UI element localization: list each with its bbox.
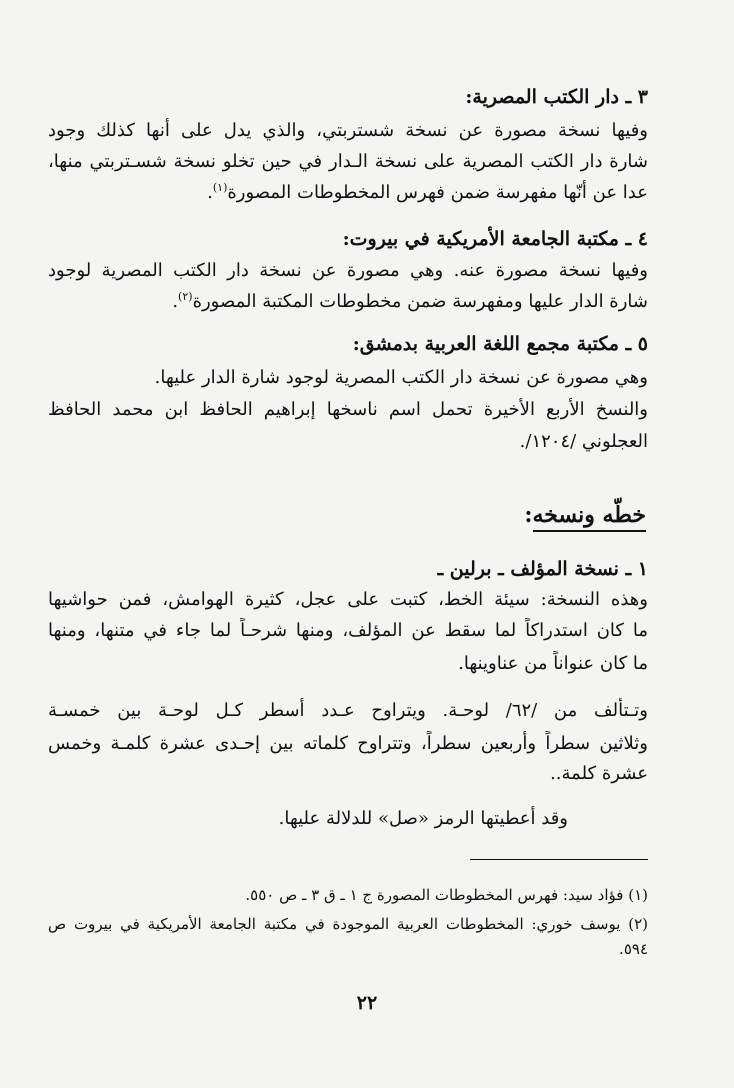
copy-1-para2-line-2: وثلاثين سطراً وأربعين سطراً، وتتراوح كلماته بين إحـدى عشرة كلمـة وخمس [48, 733, 648, 754]
section-3-line-3 [48, 180, 648, 206]
section-title-colon: : [524, 502, 533, 528]
section-3-line-3-end: . [207, 182, 213, 203]
footnote-2-continuation: ٥٩٤. [619, 940, 648, 958]
copy-1-para2-line-1: وتـتألف من /٦٢/ لوحـة. ويتراوح عـدد أسطر كـل لوحـة بين خمسـة [48, 700, 648, 721]
copy-1-heading: ١ ـ نسخة المؤلف ـ برلين ـ [437, 558, 648, 580]
section-3-heading: ٣ ـ دار الكتب المصرية: [465, 86, 648, 108]
section-4-heading: ٤ ـ مكتبة الجامعة الأمريكية في بيروت: [342, 228, 648, 250]
section-title [524, 500, 646, 530]
section-4-line-2-end: . [172, 291, 179, 312]
footnote-1: (١) فؤاد سيد: فهرس المخطوطات المصورة ج ١ ـ ق ٣ ـ ص ٥٥٠. [245, 886, 648, 904]
footnote-ref-2: (٢) [178, 290, 193, 303]
copy-1-para2-line-3: عشرة كلمة.. [550, 763, 648, 784]
copy-1-para1-line-1: وهذه النسخة: سيئة الخط، كتبت على عجل، كثيرة الهوامش، فمن حواشيها [48, 589, 648, 610]
section-3-line-2: شارة دار الكتب المصرية على نسخة الـدار في حين تخلو نسخة شسـتربتي منها، [48, 151, 648, 172]
section-5-line-3: العجلوني /١٢٠٤/. [519, 431, 648, 452]
section-4-line-2-text: شارة الدار عليها ومفهرسة ضمن مخطوطات المكتبة المصورة [192, 291, 648, 312]
section-3-line-3-text: عدا عن أنّها مفهرسة ضمن فهرس المخطوطات المصورة [227, 182, 648, 203]
copy-1-para3: وقد أعطيتها الرمز «صل» للدلالة عليها. [278, 808, 568, 829]
section-3-line-1: وفيها نسخة مصورة عن نسخة شستربتي، والذي يدل على أنها كذلك وجود [48, 120, 648, 141]
section-5-heading: ٥ ـ مكتبة مجمع اللغة العربية بدمشق: [352, 333, 648, 355]
section-5-line-2: والنسخ الأربع الأخيرة تحمل اسم ناسخها إبراهيم الحافظ ابن محمد الحافظ [48, 399, 648, 420]
footnote-separator [470, 859, 648, 860]
copy-1-para1-line-3: ما كان عنواناً من عناوينها. [458, 653, 648, 674]
section-title-text: خطّه ونسخه [533, 502, 646, 532]
section-4-line-2 [48, 289, 648, 315]
copy-1-para1-line-2: ما كان استدراكاً لما سقط عن المؤلف، ومنها شرحـاً لما جاء في متنها، ومنها [48, 620, 648, 641]
section-4-line-1: وفيها نسخة مصورة عنه. وهي مصورة عن نسخة دار الكتب المصرية لوجود [48, 260, 648, 281]
footnote-ref-1: (١) [212, 181, 228, 194]
footnote-2: (٢) يوسف خوري: المخطوطات العربية الموجودة في مكتبة الجامعة الأمريكية في بيروت ص [48, 915, 648, 933]
section-5-line-1: وهي مصورة عن نسخة دار الكتب المصرية لوجود شارة الدار عليها. [154, 367, 648, 388]
page-number: ٢٢ [356, 992, 378, 1014]
